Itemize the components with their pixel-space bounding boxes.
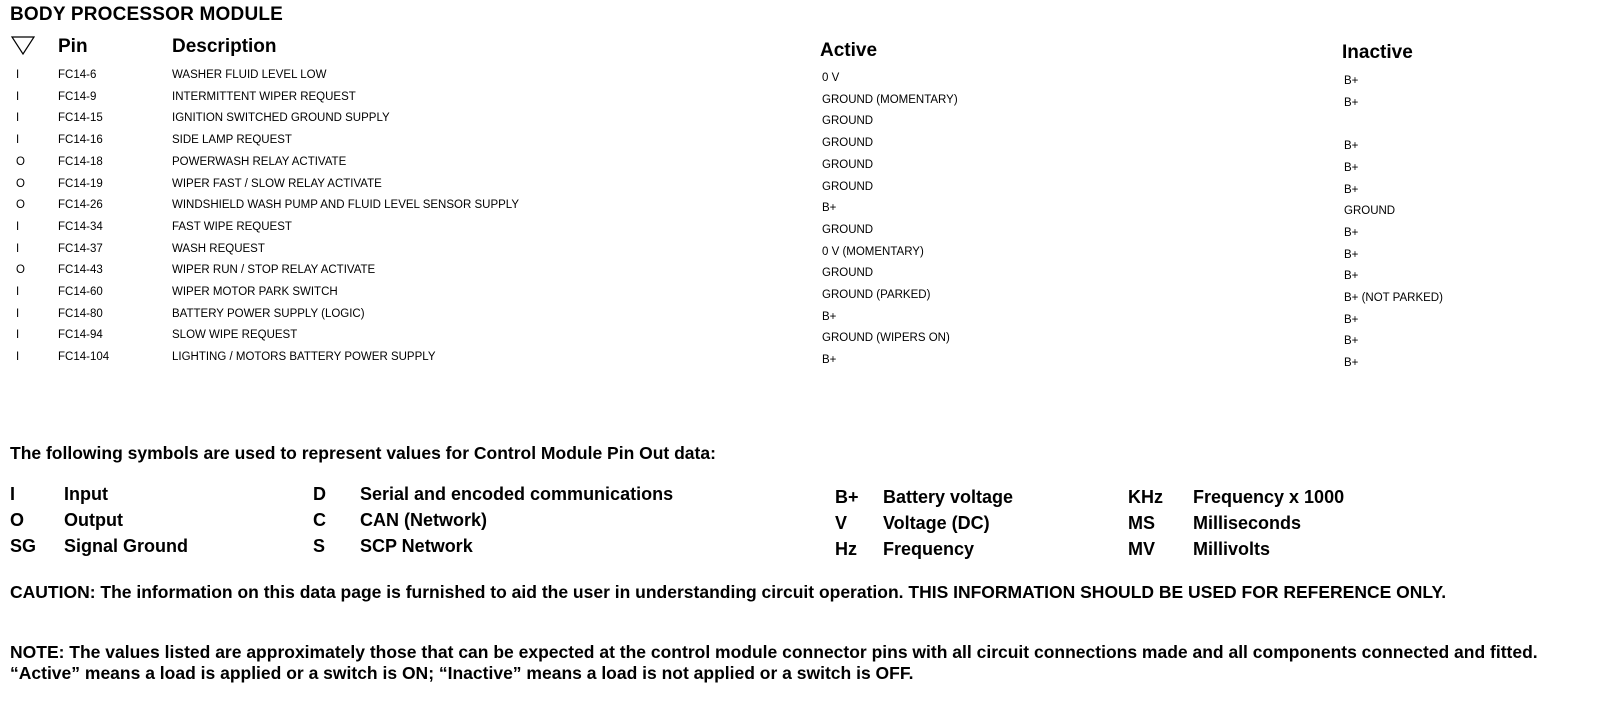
table-row (0, 69, 1600, 89)
active-cell: GROUND (822, 180, 874, 193)
legend-symbol: KHz (1128, 487, 1163, 507)
pin-cell: FC14-6 (58, 69, 97, 81)
active-column-header: Active (820, 40, 878, 61)
active-cell: GROUND (822, 223, 874, 236)
io-cell: O (16, 177, 25, 190)
io-cell: I (16, 329, 20, 342)
table-row (0, 286, 1600, 306)
active-cell: GROUND (WIPERS ON) (822, 332, 950, 345)
pin-cell: FC14-94 (58, 329, 103, 342)
table-row (0, 112, 1600, 132)
note-text: NOTE: The values listed are approximately those that can be expected at the control module connector pins with all circuit connections made and all components connected and fitted. “Active” means a load is applied or a switch is ON; “Inactive” means a load is not applied or a switch is OFF. (10, 642, 1538, 683)
legend-label: CAN (Network) (360, 510, 488, 530)
legend-symbol: SG (10, 536, 37, 556)
pin-cell: FC14-37 (58, 242, 103, 255)
legend-symbol: MV (1128, 539, 1155, 559)
pin-cell: FC14-60 (58, 286, 103, 298)
io-cell: I (16, 220, 20, 233)
pin-cell: FC14-43 (58, 264, 103, 277)
table-row (0, 221, 1600, 241)
active-cell: B+ (822, 310, 837, 323)
table-row (0, 243, 1600, 263)
io-cell: O (16, 199, 25, 212)
active-cell: B+ (822, 202, 837, 215)
description-cell: INTERMITTENT WIPER REQUEST (172, 90, 356, 103)
table-row (0, 308, 1600, 328)
legend-label: Serial and encoded communications (360, 484, 674, 504)
legend-label: Battery voltage (883, 487, 1014, 507)
io-cell: I (16, 286, 20, 298)
description-cell: POWERWASH RELAY ACTIVATE (172, 155, 347, 168)
description-cell: WASH REQUEST (172, 242, 265, 255)
page-title: BODY PROCESSOR MODULE (10, 4, 284, 25)
active-cell: GROUND (822, 137, 874, 150)
description-cell: BATTERY POWER SUPPLY (LOGIC) (172, 307, 365, 320)
inactive-cell: B+ (1344, 96, 1359, 109)
legend-symbol: MS (1128, 513, 1155, 533)
io-cell: O (16, 264, 25, 277)
legend-symbol: S (313, 536, 326, 556)
active-cell: GROUND (822, 158, 874, 171)
legend-label: Frequency (883, 539, 975, 559)
inactive-column-header: Inactive (1342, 42, 1413, 63)
description-cell: SLOW WIPE REQUEST (172, 329, 298, 342)
description-cell: SIDE LAMP REQUEST (172, 134, 292, 147)
active-cell: GROUND (822, 115, 874, 128)
legend-label: Output (64, 510, 123, 530)
description-cell: IGNITION SWITCHED GROUND SUPPLY (172, 112, 390, 125)
inactive-cell: B+ (1344, 335, 1359, 348)
table-row (0, 199, 1600, 219)
inactive-cell: B+ (1344, 357, 1359, 370)
io-cell: I (16, 242, 20, 255)
description-cell: WIPER RUN / STOP RELAY ACTIVATE (172, 264, 376, 277)
inactive-cell: B+ (1344, 183, 1359, 196)
legend-label: Signal Ground (64, 536, 188, 556)
pin-cell: FC14-80 (58, 307, 103, 320)
description-cell: WASHER FLUID LEVEL LOW (172, 69, 327, 81)
io-cell: I (16, 307, 20, 320)
description-cell: FAST WIPE REQUEST (172, 220, 292, 233)
inactive-cell: B+ (NOT PARKED) (1344, 292, 1443, 304)
symbols-intro: The following symbols are used to represent values for Control Module Pin Out data: (10, 443, 716, 463)
pin-cell: FC14-26 (58, 199, 103, 212)
pin-cell: FC14-9 (58, 90, 97, 103)
legend-symbol: I (10, 484, 16, 504)
legend-symbol: Hz (835, 539, 857, 559)
active-cell: GROUND (MOMENTARY) (822, 93, 958, 106)
inactive-cell: B+ (1344, 226, 1359, 239)
description-cell: WIPER FAST / SLOW RELAY ACTIVATE (172, 177, 382, 190)
io-cell: I (16, 134, 20, 147)
table-row (0, 329, 1600, 349)
inactive-cell: B+ (1344, 270, 1359, 283)
pin-cell: FC14-104 (58, 351, 110, 364)
table-row (0, 351, 1600, 371)
legend-label: Milliseconds (1193, 513, 1302, 533)
table-row (0, 91, 1600, 111)
io-cell: I (16, 90, 20, 103)
pin-column-header: Pin (58, 36, 88, 57)
legend-symbol: D (313, 484, 326, 504)
active-cell: 0 V (MOMENTARY) (822, 245, 924, 258)
active-cell: GROUND (822, 267, 874, 280)
table-row (0, 134, 1600, 154)
pin-cell: FC14-19 (58, 177, 103, 190)
legend-label: Voltage (DC) (883, 513, 990, 533)
legend-symbol: C (313, 510, 326, 530)
legend-label: Input (64, 484, 108, 504)
description-cell: WIPER MOTOR PARK SWITCH (172, 286, 338, 298)
table-row (0, 264, 1600, 284)
pin-cell: FC14-34 (58, 220, 103, 233)
io-cell: O (16, 155, 25, 168)
description-cell: WINDSHIELD WASH PUMP AND FLUID LEVEL SENSOR SUPPLY (172, 199, 519, 212)
inactive-cell: B+ (1344, 140, 1359, 153)
io-cell: I (16, 112, 20, 125)
pin-cell: FC14-18 (58, 155, 103, 168)
description-cell: LIGHTING / MOTORS BATTERY POWER SUPPLY (172, 351, 436, 364)
io-column-header (10, 34, 36, 56)
description-column-header: Description (172, 36, 277, 57)
inactive-cell: B+ (1344, 161, 1359, 174)
active-cell: GROUND (PARKED) (822, 289, 931, 301)
active-cell: 0 V (822, 72, 840, 84)
inactive-cell: B+ (1344, 248, 1359, 261)
table-row (0, 156, 1600, 176)
table-row (0, 178, 1600, 198)
legend-symbol: B+ (835, 487, 859, 507)
legend-label: Millivolts (1193, 539, 1271, 559)
pin-cell: FC14-16 (58, 134, 103, 147)
inactive-cell: B+ (1344, 313, 1359, 326)
legend-label: SCP Network (360, 536, 473, 556)
legend-label: Frequency x 1000 (1193, 487, 1345, 507)
active-cell: B+ (822, 354, 837, 367)
inactive-cell: GROUND (1344, 205, 1396, 218)
legend-symbol: V (835, 513, 848, 533)
caution-text: CAUTION: The information on this data page is furnished to aid the user in understanding circuit operation. THIS INFORMATION SHOULD BE USED FOR REFERENCE ONLY. (10, 582, 1447, 602)
inactive-cell: B+ (1344, 75, 1359, 87)
pin-cell: FC14-15 (58, 112, 103, 125)
legend-symbol: O (10, 510, 25, 530)
io-cell: I (16, 69, 20, 81)
io-cell: I (16, 351, 20, 364)
down-triangle-icon (10, 34, 36, 56)
